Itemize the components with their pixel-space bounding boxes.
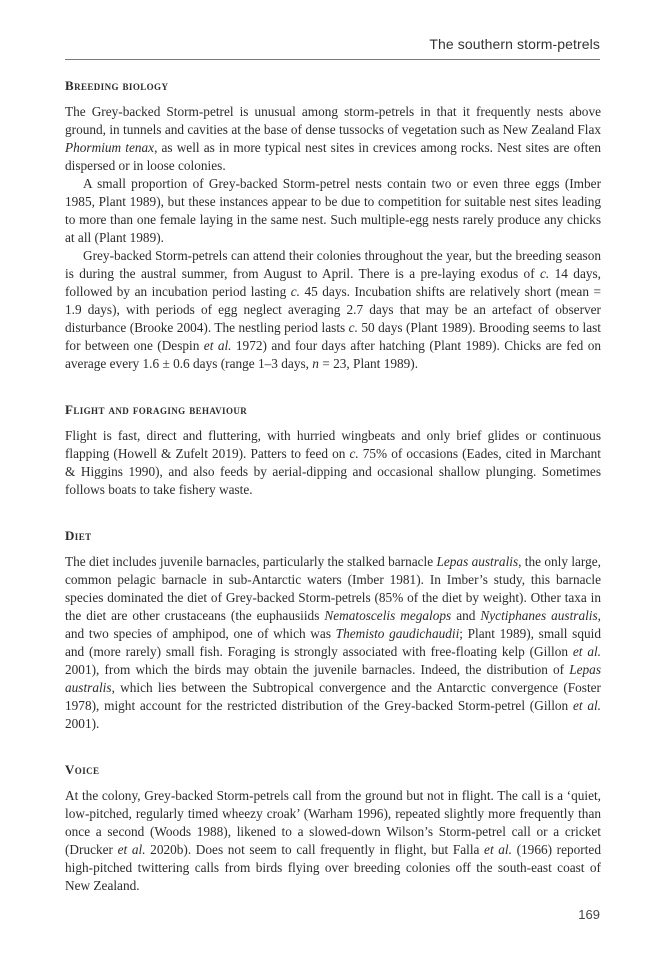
section-heading: Flight and foraging behaviour	[65, 402, 248, 417]
text-run: Flight is fast, direct and fluttering, with hurried wingbeats and only brief glides or continuous flapping (Howell & Zufelt 2019). Patters to feed on	[65, 428, 601, 461]
text-run: , and two species of amphipod, one of which was	[65, 608, 601, 641]
italic-text-run: et al.	[203, 338, 232, 353]
italic-text-run: n	[312, 356, 319, 371]
text-run: = 23, Plant 1989).	[318, 356, 419, 371]
italic-text-run: c.	[348, 320, 358, 335]
italic-text-run: et al.	[572, 644, 601, 659]
text-run: 2020b). Does not seem to call frequently in flight, but Falla	[145, 842, 485, 857]
text-run: The diet includes juvenile barnacles, particularly the stalked barnacle	[65, 554, 437, 569]
section-heading: Breeding biology	[65, 78, 169, 93]
italic-text-run: Themisto gaudichaudii	[335, 626, 460, 641]
italic-text-run: c.	[349, 446, 359, 461]
paragraph	[65, 175, 601, 247]
section-heading: Diet	[65, 528, 92, 543]
paragraph	[65, 553, 601, 733]
italic-text-run: c.	[290, 284, 300, 299]
italic-text-run: Nyctiphanes australis	[480, 608, 598, 623]
text-run: 75% of occasions (Eades, cited in Marchant & Higgins 1990), and also feeds by aerial-dipping and occasional shallow plunging. Sometimes follows boats to take fishery waste.	[65, 446, 601, 497]
text-run: At the colony, Grey-backed Storm-petrels call from the ground but not in flight. The call is a ‘quiet, low-pitched, regularly timed wheezy croak’ (Warham 1996), repeated slightly more frequently than once a second (Woods 1988), likened to a slowed-down Wilson’s Storm-petrel call or a cricket (Drucker	[65, 788, 601, 857]
text-run: 50 days (Plant 1989). Brooding seems to last for between one (Despin	[65, 320, 601, 353]
text-run: , which lies between the Subtropical convergence and the Antarctic convergence (Foster 1978), might account for the restricted distribution of the Grey-backed Storm-petrel (Gillon	[65, 680, 601, 713]
italic-text-run: Lepas australis	[436, 554, 519, 569]
text-run: 14 days, followed by an incubation period lasting	[65, 266, 601, 299]
italic-text-run: c.	[540, 266, 550, 281]
paragraph	[65, 247, 601, 373]
italic-text-run: et al.	[117, 842, 146, 857]
header-rule	[65, 59, 600, 60]
italic-text-run: Lepas australis	[65, 662, 601, 695]
text-run: The Grey-backed Storm-petrel is unusual among storm-petrels in that it frequently nests above ground, in tunnels and cavities at the base of dense tussocks of vegetation such as New Zealand Flax	[65, 104, 601, 137]
text-run: 1972) and four days after hatching (Plant 1989). Chicks are fed on average every 1.6 ± 0.6 days (range 1–3 days,	[65, 338, 601, 371]
section-heading: Voice	[65, 762, 100, 777]
page-body	[65, 78, 601, 924]
italic-text-run: et al.	[572, 698, 601, 713]
text-run: 2001).	[65, 716, 100, 731]
italic-text-run: Nematoscelis megalops	[324, 608, 452, 623]
running-head: The southern storm-petrels	[429, 36, 600, 52]
paragraph	[65, 103, 601, 175]
paragraph	[65, 427, 601, 499]
text-run: Grey-backed Storm-petrels can attend their colonies throughout the year, but the breeding season is during the austral summer, from August to April. There is a pre-laying exodus of	[65, 248, 601, 281]
page-number: 169	[578, 907, 600, 922]
text-run: (1966) reported high-pitched twittering calls from birds flying over breeding colonies off the south-east coast of New Zealand.	[65, 842, 601, 893]
section-breeding-biology	[65, 78, 601, 373]
section-flight-foraging	[65, 402, 601, 499]
text-run: and	[451, 608, 481, 623]
italic-text-run: et al.	[484, 842, 512, 857]
text-run: , the only large, common pelagic barnacle in sub-Antarctic waters (Imber 1981). In Imber’s study, this barnacle species dominated the diet of Grey-backed Storm-petrels (85% of the diet by weight). Other taxa in the diet are other crustaceans (the euphausiids	[65, 554, 601, 623]
text-run: 45 days. Incubation shifts are relatively short (mean = 1.9 days), with periods of egg neglect averaging 2.7 days that may be an artefact of observer disturbance (Brooke 2004). The nestling period lasts	[65, 284, 601, 335]
italic-text-run: Phormium tenax	[65, 140, 155, 155]
paragraph	[65, 787, 601, 895]
text-run: ; Plant 1989), small squid and (more rarely) small fish. Foraging is strongly associated with free-floating kelp (Gillon	[65, 626, 601, 659]
text-run: 2001), from which the birds may obtain the juvenile barnacles. Indeed, the distribution of	[65, 662, 570, 677]
section-diet	[65, 528, 601, 733]
section-voice	[65, 762, 601, 895]
text-run: , as well as in more typical nest sites in crevices among rocks. Nest sites are often dispersed or in loose colonies.	[65, 140, 601, 173]
text-run: A small proportion of Grey-backed Storm-petrel nests contain two or even three eggs (Imber 1985, Plant 1989), but these instances appear to be due to competition for suitable nest sites leading to more than one female laying in the same nest. Such multiple-egg nests rarely produce any chicks at all (Plant 1989).	[65, 176, 601, 245]
